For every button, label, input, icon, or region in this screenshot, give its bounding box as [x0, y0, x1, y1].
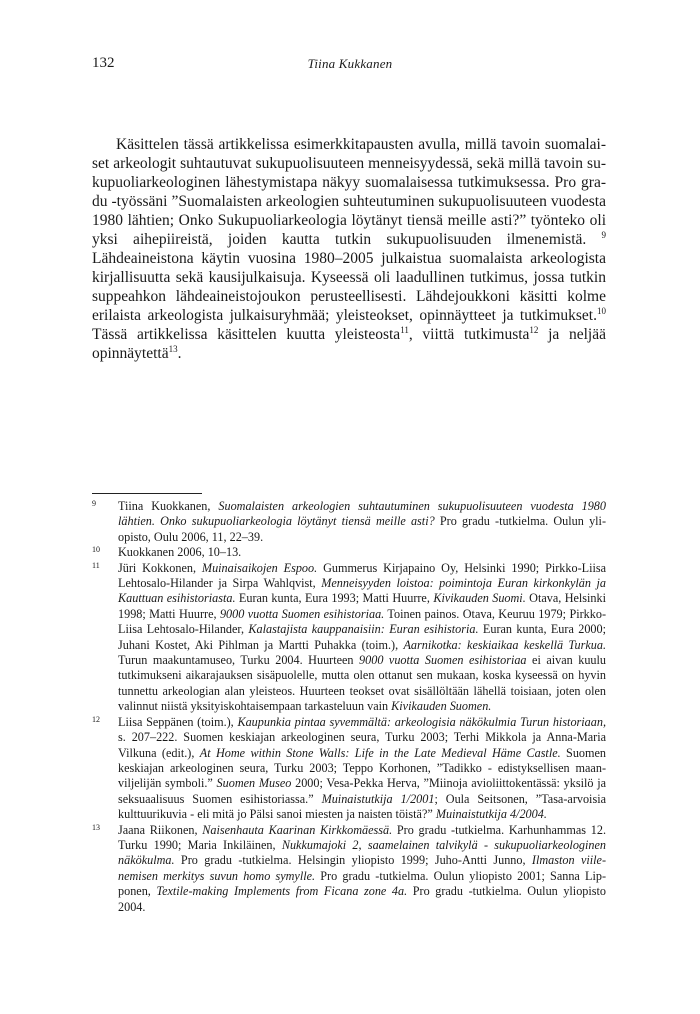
body-text-run: , viittä tutkimusta [408, 326, 530, 343]
footnote-title-italic: Menneisyyden loistoa: poimintoja Euran kirkonkylän ja Kauttuan esihistoriasta. [118, 576, 606, 606]
footnote-reference: 13 [168, 343, 178, 354]
footnote [92, 823, 606, 915]
page-number: 132 [92, 55, 115, 71]
footnote-text-run: Liisa Seppänen (toim.), [118, 714, 238, 729]
body-paragraph [92, 135, 606, 363]
footnote-text-run: Euran kunta, Eura 2000; Juhani Kostet, Aki Pihlman ja Martti Puhakka (toim.), [118, 622, 606, 652]
footnote-title-italic: Muinaistutkija 4/2004. [435, 807, 547, 822]
footnote-reference: 11 [400, 324, 409, 335]
footnote-title-italic: Textile-making Implements from Ficana zone 4a. [156, 884, 408, 899]
footnote-text-run: Pro gradu -tutkielma. Karhunhammas 12. Turku 1990; Maria Inkiläinen, [118, 822, 606, 852]
footnote-text-run: Tiina Kuokkanen, [118, 499, 219, 513]
footnote-title-italic: Naisenhauta Kaarinan Kirkkomäessä. [202, 822, 393, 837]
footnote-text-run: Euran kunta, Eura 1993; Matti Huurre, [235, 591, 434, 606]
footnote-text-run: 2000; Vesa-Pekka Herva, ”Miinoja avioliittokentässä: yksilö ja seksuaalisuus Suomen esihistoriassa.” [118, 776, 606, 806]
running-head: Tiina Kukkanen [307, 56, 393, 71]
footnote-number: 10 [92, 545, 100, 555]
footnote-reference: 12 [529, 324, 539, 335]
footnote-text [118, 823, 606, 915]
footnote-text-run: Jaana Riikonen, [118, 822, 203, 837]
footnote-text-run: Pro gradu -tutkielma. Oulun yliopisto 2004. [118, 884, 606, 914]
footnote [92, 715, 606, 823]
footnote [92, 561, 606, 715]
footnote-reference: 10 [597, 305, 606, 316]
footnotes [92, 499, 606, 915]
footnote-text-run: Toinen painos. Otava, Keuruu 1979; Pirkko-Liisa Lehtosalo-Hilander, [118, 606, 607, 637]
footnote-text-run: s. 207–222. Suomen keskiajan arkeologinen seura, Turku 2003; Terhi Mikkola ja Anna-Maria Vilkuna (edit.), [118, 730, 606, 760]
footnote-text-run: ei aivan kuulu tutkimukseni aikarajauksen sisäpuolelle, mutta olen ottanut sen mukaan, koska kyseessä on hyvin tunnettu arkeologian alan yleisteos. Huurteen teokset ovat sisällöltään lähellä toisiaan, joten olen valinnut niistä yksityiskohtaisempaan tarkasteluun vain [118, 653, 606, 714]
footnote-title-italic: Suomalaisten arkeologien suhtautuminen sukupuolisuuteen vuodesta 1980 lähtien. Onko sukupuoliarkeologia löytänyt tiensä meille asti? [118, 499, 606, 529]
footnote-title-italic: Suomen Museo [216, 776, 292, 791]
footnote-title-italic: Ilmaston viilenemisen merkitys suvun homo symylle. [118, 853, 607, 883]
footnote-text [118, 561, 606, 715]
footnote-text-run: Pro gradu -tutkielma. Helsingin yliopisto 1999; Juho-Antti Junno, [174, 853, 532, 868]
footnote-title-italic: At Home within Stone Walls: Life in the Late Medieval Häme Castle. [199, 745, 561, 760]
body-text-run: Käsittelen tässä artikkelissa esimerkkitapausten avulla, millä tavoin suomalaiset arkeologit suhtautuvat sukupuolisuuteen menneisyydessä, sekä millä tavoin sukupuoliarkeologinen lähestymistapa näkyy suomalaisessa tutkimuksessa. Pro gradu -työssäni ”Suomalaisten arkeologien suhteutuminen sukupuolisuuteen vuodesta 1980 lähtien; Onko Sukupuoliarkeologia löytänyt tiensä meille asti?” työnteko oli yksi aihepiireistä, joiden kautta tutkin sukupuolisuuden ilmenemistä. [92, 136, 606, 248]
footnote-title-italic: Kaupunkia pintaa syvemmältä: arkeologisia näkökulmia Turun historiaan, [237, 714, 606, 729]
footnote-text-run: Suomen keskiajan arkeologinen seura, Turku 2003; Teppo Korhonen, ”Tadikko - edistyksellisen maanviljelijän symboli.” [118, 745, 606, 791]
footnote-title-italic: 9000 vuotta Suomen esihistoriaa [359, 653, 527, 668]
footnote-title-italic: Aarnikotka: keskiaikaa keskellä Turkua. [403, 637, 606, 652]
footnote-text [118, 499, 606, 545]
footnote-text-run: Jüri Kokkonen, [118, 560, 202, 575]
footnote-text [118, 715, 606, 823]
body-text-run: . [177, 345, 182, 362]
body-text-run: Lähdeaineistona käytin vuosina 1980–2005 julkaistua suomalaista arkeologista kirjallisuutta sekä kausijulkaisuja. Kyseessä oli laadullinen tutkimus, jossa tutkin suppeahkon lähdeaineistojoukon perusteellisesti. Lähdejoukkoni käsitti kolme erilaista arkeologista julkaisuryhmää; yleisteokset, opinnäytteet ja tutkimukset. [92, 250, 606, 324]
footnote-number: 12 [92, 714, 100, 724]
footnote [92, 499, 606, 545]
footnote-text-run: Otava, Helsinki 1998; Matti Huurre, [118, 591, 607, 621]
footnote-number: 13 [92, 822, 100, 832]
footnote-text [118, 545, 606, 560]
footnote-number: 11 [92, 560, 100, 570]
footnote-title-italic: Kivikauden Suomi. [433, 591, 526, 606]
footnote-title-italic: Kalastajista kauppanaisiin: Euran esihistoria. [248, 622, 479, 637]
body-text-run: ja neljää opinnäytettä [92, 326, 606, 362]
footnote-reference: 9 [601, 229, 606, 240]
footnote-rule [92, 493, 202, 494]
footnote-number: 9 [92, 499, 96, 508]
footnote-text-run: Gummerus Kirjapaino Oy, Helsinki 1990; Pirkko-Liisa Lehtosalo-Hilander ja Sirpa Wahlqvist, [118, 560, 607, 591]
footnote-text-run: Pro gradu -tutkielma. Oulun yliopisto, Oulu 2006, 11, 22–39. [118, 514, 606, 544]
footnote-title-italic: Muinaistutkija 1/2001 [321, 791, 435, 806]
footnote-text-run: Pro gradu -tutkielma. Oulun yliopisto 2001; Sanna Lipponen, [118, 868, 606, 899]
footnote-title-italic: Kivikauden Suomen. [391, 699, 492, 714]
footnote-title-italic: 9000 vuotta Suomen esihistoriaa. [219, 606, 385, 621]
body-text-run: Tässä artikkelissa käsittelen kuutta yleisteosta [92, 326, 401, 343]
footnote-title-italic: Muinaisaikojen Espoo. [201, 560, 318, 575]
footnote [92, 545, 606, 560]
footnote-title-italic: Nukkumajoki 2, saamelainen talvikylä - sukupuoliarkeologinen näkökulma. [118, 837, 606, 868]
footnote-text-run: ; Oula Seitsonen, ”Tasa-arvoisia kulttuurikuvia - eli mitä jo Pälsi sanoi miesten ja naisten töistä?” [118, 791, 606, 822]
footnote-text-run: Turun maakuntamuseo, Turku 2004. Huurteen [118, 653, 360, 668]
footnote-text-run: Kuokkanen 2006, 10–13. [118, 545, 242, 560]
